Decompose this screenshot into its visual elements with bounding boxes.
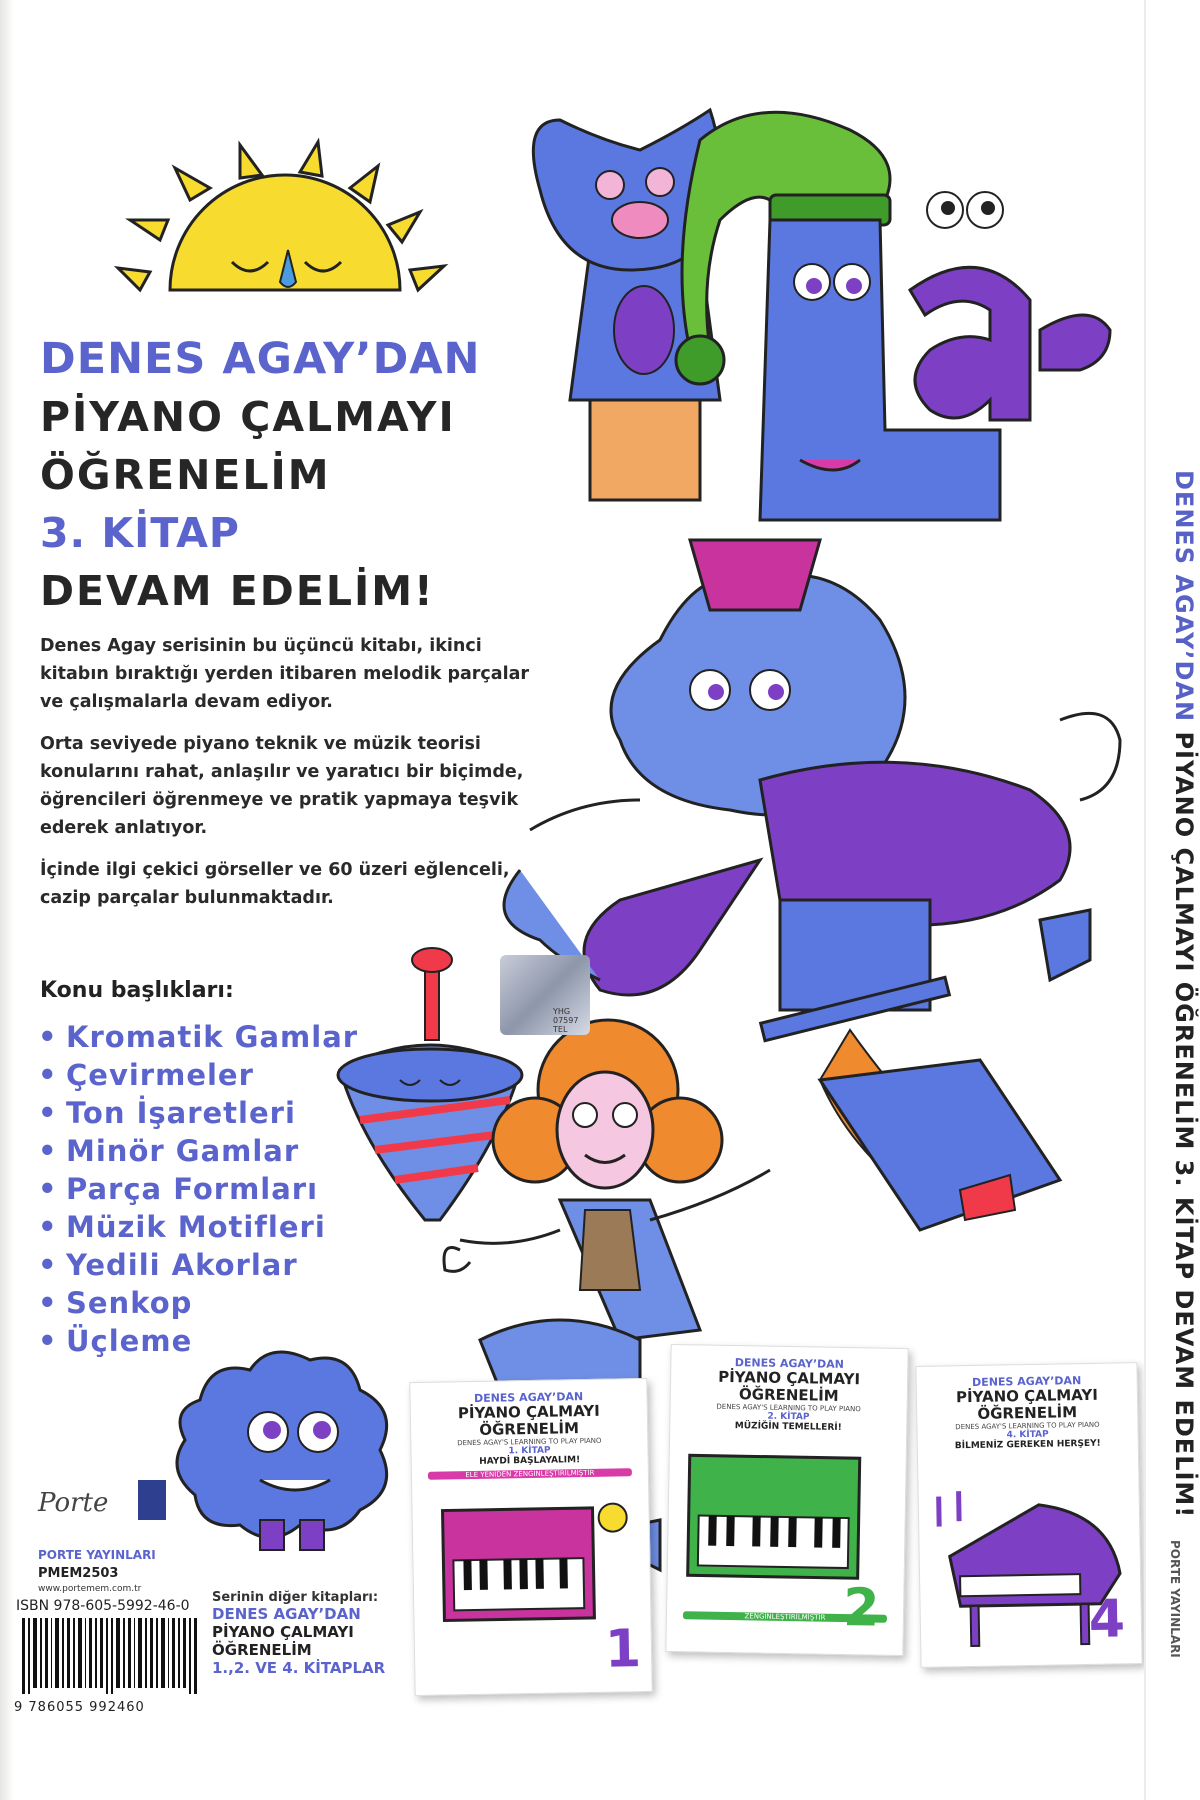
series-title-2: ÖĞRENELİM [212,1641,312,1659]
book-number: 4 [1088,1589,1126,1650]
description-paragraph: Orta seviyede piyano teknik ve müzik teorisi konularını rahat, anlaşılır ve yaratıcı bir biçimde, öğrencileri öğrenmeye ve pratik yapmaya teşvik ederek anlatıyor. [40,734,524,838]
series-title-1: PİYANO ÇALMAYI [212,1623,354,1641]
book-2-thumbnail: DENES AGAY’DAN PİYANO ÇALMAYI ÖĞRENELİM DENES AGAY'S LEARNING TO PLAY PIANO 2. KİTAP MÜZİĞİN TEMELLERİ! ZENGİNLEŞTİRİLMİŞTİR 2 [665,1344,908,1656]
list-item: • Kromatik Gamlar [38,1020,359,1054]
list-item: • Yedili Akorlar [38,1248,298,1282]
title-book-number: 3. KİTAP [40,509,240,557]
book-4-thumbnail: DENES AGAY’DAN PİYANO ÇALMAYI ÖĞRENELİM DENES AGAY'S LEARNING TO PLAY PIANO 4. KİTAP BİLMENİZ GEREKEN HERŞEY! 4 [915,1362,1142,1668]
series-author: DENES AGAY’DAN [212,1605,361,1623]
product-code: PMEM2503 [38,1566,119,1581]
barcode-graphic [18,1616,204,1700]
title-author: DENES AGAY’DAN [40,334,481,384]
list-item: • Üçleme [38,1324,193,1358]
title-main-1: PİYANO ÇALMAYI [40,393,456,441]
bullet-icon: • [38,1172,58,1206]
book-1-thumbnail: DENES AGAY’DAN PİYANO ÇALMAYI ÖĞRENELİM DENES AGAY'S LEARNING TO PLAY PIANO 1. KİTAP HAYDİ BAŞLAYALIM! ELE YENİDEN ZENGİNLEŞTİRİLMİŞTİR 1 [409,1378,652,1696]
letter-a-character-illustration [910,192,1110,420]
spinning-top-illustration [338,948,522,1220]
bullet-icon: • [38,1324,58,1358]
spine-publisher: PORTE YAYINLARI [1168,1540,1182,1658]
list-item: • Müzik Motifleri [38,1210,326,1244]
series-info [212,1590,385,1677]
bullet-icon: • [38,1248,58,1282]
sticker-line3: TEL [553,1025,568,1034]
spine-title [1150,470,1198,1519]
bullet-icon: • [38,1096,58,1130]
topics-list [38,1018,358,1360]
isbn-text: ISBN 978-605-5992-46-0 [16,1598,190,1614]
publisher-logo [38,1470,168,1534]
list-item: • Minör Gamlar [38,1134,300,1168]
publisher-logo-script: Porte [38,1488,109,1518]
book-description [40,632,530,926]
list-item: • Parça Formları [38,1172,319,1206]
publisher-website: www.portemem.com.tr [38,1584,142,1594]
publisher-name: PORTE YAYINLARI [38,1548,156,1562]
book-number: 2 [842,1578,880,1639]
series-books: 1.,2. VE 4. KİTAPLAR [212,1659,386,1677]
topics-heading: Konu başlıkları: [40,978,234,1003]
list-item: • Ton İşaretleri [38,1096,296,1130]
title-book-name: DEVAM EDELİM! [40,567,435,615]
cloud-monster-illustration [177,1352,387,1550]
spine-author: DENES AGAY’DAN [1170,470,1198,723]
spine-rest: PİYANO ÇALMAYI ÖĞRENELİM 3. KİTAP DEVAM EDELİM! [1170,731,1198,1519]
list-item: • Çevirmeler [38,1058,254,1092]
series-label: Serinin diğer kitapları: [212,1590,379,1605]
cover-title [40,330,481,620]
barcode-number: 9 786055 992460 [14,1700,145,1715]
bullet-icon: • [38,1020,58,1054]
description-paragraph: İçinde ilgi çekici görseller ve 60 üzeri eğlenceli, cazip parçalar bulunmaktadır. [40,860,510,908]
title-main-2: ÖĞRENELİM [40,451,331,499]
bullet-icon: • [38,1058,58,1092]
sticker-line2: 07597 [553,1016,579,1025]
bullet-icon: • [38,1134,58,1168]
list-item: • Senkop [38,1286,193,1320]
publisher-logo-mark [138,1480,166,1520]
top-hat-man-illustration [761,900,1090,1230]
sun-illustration [118,142,444,290]
sticker-text [553,1007,578,1034]
book-number: 1 [604,1619,642,1680]
bullet-icon: • [38,1286,58,1320]
sticker-line1: YHG [553,1007,571,1016]
bullet-icon: • [38,1210,58,1244]
description-paragraph: Denes Agay serisinin bu üçüncü kitabı, ikinci kitabın bıraktığı yerden itibaren melodik parçalar ve çalışmalarla devam ediyor. [40,636,530,712]
